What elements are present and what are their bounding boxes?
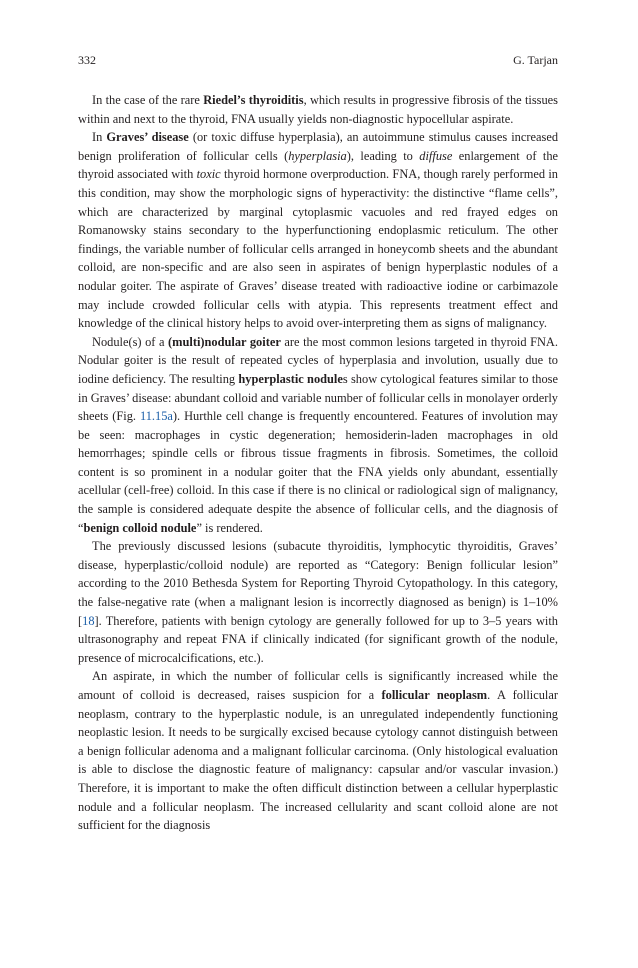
text-run: ), leading to	[346, 148, 420, 163]
running-head: G. Tarjan	[513, 53, 558, 67]
term-multinodular-goiter: (multi)nodular goiter	[168, 334, 281, 349]
text-run: In the case of the rare	[92, 93, 204, 107]
term-graves-disease: Graves’ disease	[106, 130, 189, 145]
term-benign-colloid-nodule: benign colloid nodule	[83, 520, 197, 535]
text-run: s show cytological features similar to those in Graves’ disease: abundant colloid and variable number of follicular cells in monolayer orderly sheets (Fig.	[78, 371, 558, 424]
term-follicular-neoplasm: follicular neoplasm	[381, 688, 488, 702]
text-run: ). Hurthle cell change is frequently encountered. Features of involution may be seen: macrophages in cystic degeneration; hemosiderin-laden macrophages in old hemorrhages; spindle cells or fibrous tissue fragments in fibrosis. Sometimes, the colloid content is so prominent in a nodular goiter that the FNA yields only abundant, essentially acellular (cell-free) colloid. In this case if there is no clinical or radiological sign of malignancy, the sample is considered adequate despite the absence of follicular cells, and the diagnosis of “	[78, 409, 558, 535]
term-hyperplastic-nodule: hyperplastic nodule	[238, 371, 343, 386]
paragraph-riedels-thyroiditis	[78, 91, 558, 128]
emphasis-toxic: toxic	[196, 167, 221, 182]
paragraph-follicular-neoplasm	[78, 667, 558, 834]
paragraph-graves-disease	[78, 128, 558, 333]
emphasis-hyperplasia: hyperplasia	[288, 148, 347, 163]
page-number: 332	[78, 53, 96, 67]
text-run: . A follicular neoplasm, contrary to the hyperplastic nodule, is an unregulated independently functioning neoplastic lesion. It needs to be surgically excised because cytology cannot distinguish between a benign follicular adenoma and a malignant follicular carcinoma. (Only histological evaluation is able to disclose the diagnostic feature of malignancy: capsular and/or vascular invasion.) Therefore, it is important to make the often difficult distinction between a cellular hyperplastic nodule and a follicular neoplasm. The increased cellularity and scant colloid alone are not sufficient for the diagnosis	[78, 688, 558, 833]
text-run: enlargement of the thyroid associated with	[78, 148, 559, 182]
text-run: (or toxic diffuse hyperplasia), an autoimmune stimulus causes increased benign proliferation of follicular cells (	[78, 130, 559, 163]
text-run: In	[92, 130, 107, 145]
paragraph-nodular-goiter	[78, 333, 558, 538]
term-riedels-thyroiditis: Riedel’s thyroiditis	[203, 93, 304, 107]
text-run: Nodule(s) of a	[92, 334, 169, 349]
text-run: ]. Therefore, patients with benign cytology are generally followed for up to 3–5 years with ultrasonography and repeat FNA if clinically indicated (for significant growth of the nodule, presence of microcalcifications, etc.).	[78, 613, 558, 665]
text-run: The previously discussed lesions (subacute thyroiditis, lymphocytic thyroiditis, Graves’ disease, hyperplastic/colloid nodule) are reported as “Category: Benign follicular lesion” according to the 2010 Bethesda System for Reporting Thyroid Cytopathology. In this category, the false-negative rate (when a malignant lesion is incorrectly diagnosed as benign) is 1–10% [	[78, 539, 558, 628]
citation-link[interactable]: 18	[82, 613, 95, 628]
text-run: are the most common lesions targeted in thyroid FNA. Nodular goiter is the result of repeated cycles of hyperplasia and involution, usually due to iodine deficiency. The resulting	[78, 334, 558, 386]
text-run: , which results in progressive fibrosis of the tissues within and next to the thyroid, FNA usually yields non-diagnostic hypocellular aspirate.	[78, 93, 558, 126]
paragraph-bethesda-benign	[78, 537, 558, 667]
text-run: An aspirate, in which the number of follicular cells is significantly increased while the amount of colloid is decreased, raises suspicion for a	[78, 669, 558, 702]
figure-reference-link[interactable]: 11.15a	[139, 409, 173, 424]
body-text	[78, 91, 558, 835]
emphasis-diffuse: diffuse	[419, 148, 453, 163]
text-run: ” is rendered.	[196, 520, 263, 535]
text-run: thyroid hormone overproduction. FNA, though rarely performed in this condition, may show the morphologic signs of hyperactivity: the distinctive “flame cells”, which are characterized by marginal cytoplasmic vacuoles and red frayed edges on Romanowsky stains secondary to the hyperfunctioning endoplasmic reticulum. The other findings, the variable number of follicular cells arranged in honeycomb sheets and the abundant colloid, are non-specific and are also seen in aspirates of benign hyperplastic nodules of a nodular goiter. The aspirate of Graves’ disease treated with radioactive iodine or carbimazole may include crowded follicular cells with atypia. This represents treatment effect and knowledge of the clinical history helps to avoid over-interpreting them as signs of malignancy.	[78, 167, 558, 331]
